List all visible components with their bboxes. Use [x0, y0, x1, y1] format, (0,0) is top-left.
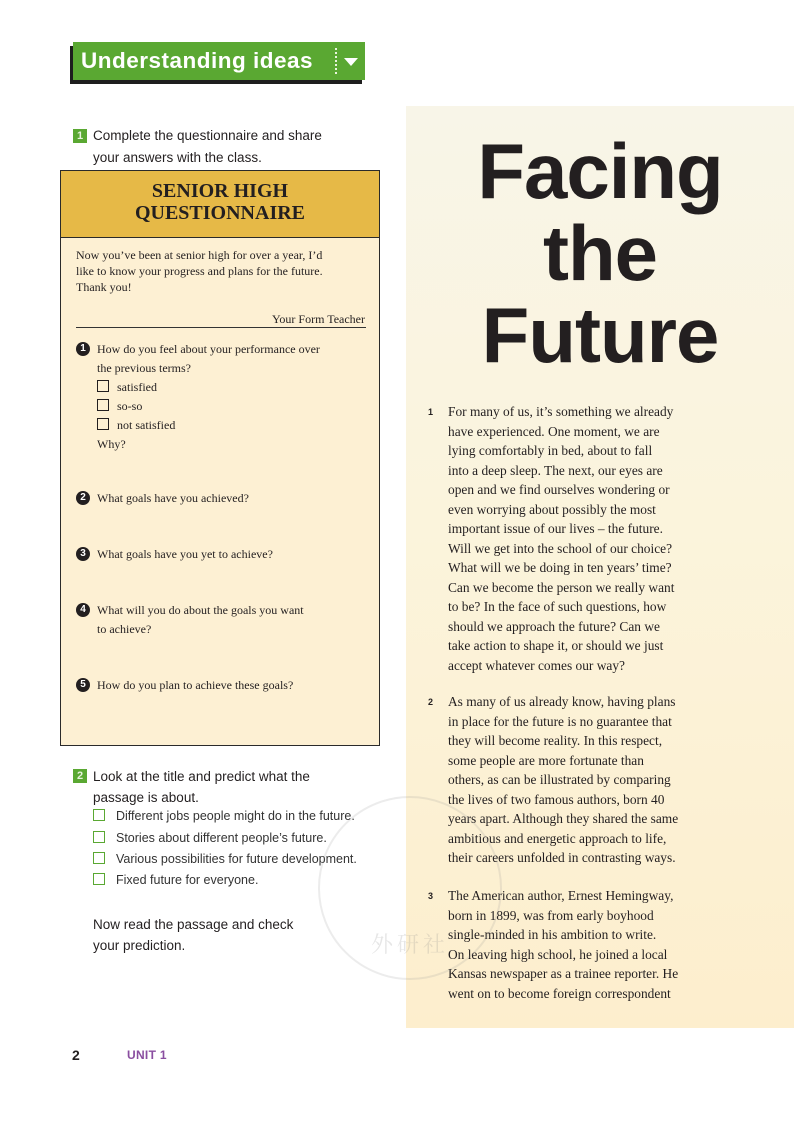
- paragraph-line: For many of us, it’s something we already: [448, 404, 674, 419]
- section-title: Understanding ideas: [81, 48, 314, 73]
- paragraph-number: 2: [428, 697, 434, 707]
- intro-line: like to know your progress and plans for the future.: [76, 264, 323, 278]
- paragraph-line: single-minded in his ambition to write.: [448, 927, 657, 942]
- question-line: What will you do about the goals you want: [97, 603, 304, 617]
- paragraph-line: accept whatever comes our way?: [448, 657, 625, 673]
- question-5: [76, 676, 366, 695]
- paragraph-line: the lives of two famous authors, born 40: [448, 791, 665, 807]
- chevron-down-icon[interactable]: [344, 58, 358, 66]
- checkbox[interactable]: [93, 873, 105, 885]
- paragraph-line: went on to become foreign correspondent: [448, 985, 671, 1001]
- unit-label: UNIT 1: [127, 1048, 167, 1062]
- paragraph-line: have experienced. One moment, we are: [448, 423, 660, 439]
- paragraph-line: born in 1899, was from early boyhood: [448, 907, 654, 923]
- prediction-option-1[interactable]: [93, 809, 355, 823]
- reading-title-line: Facing: [477, 127, 723, 215]
- questionnaire-card: [60, 170, 380, 746]
- paragraph-line: their careers unfolded in contrasting ways.: [448, 850, 676, 865]
- paragraph-line: important issue of our lives – the future.: [448, 521, 663, 536]
- page-number: 2: [72, 1047, 80, 1063]
- paragraph-line: should we approach the future? Can we: [448, 618, 660, 634]
- question-text: How do you plan to achieve these goals?: [97, 678, 294, 692]
- paragraph-line: in place for the future is no guarantee that: [448, 713, 672, 729]
- option-label: satisfied: [117, 380, 157, 394]
- followup-line: your prediction.: [93, 938, 186, 953]
- question-3: [76, 545, 366, 564]
- section-header: [73, 42, 365, 80]
- questionnaire-title-line: SENIOR HIGH: [151, 180, 289, 202]
- paragraph-number: 1: [428, 407, 434, 417]
- paragraph-line: even worrying about possibly the most: [448, 501, 656, 517]
- prediction-option-4[interactable]: [93, 873, 258, 887]
- question-number-badge: 1: [76, 342, 90, 356]
- option-so-so[interactable]: [97, 397, 366, 416]
- question-number-badge: 4: [76, 603, 90, 617]
- paragraph-line: years apart. Although they shared the same: [448, 811, 679, 826]
- activity-1-number-badge: 1: [73, 129, 87, 143]
- prediction-label: Stories about different people’s future.: [116, 831, 327, 845]
- activity-2-followup: [93, 914, 333, 956]
- publisher-watermark: [318, 796, 502, 980]
- signature-rule: [76, 327, 366, 328]
- question-2: [76, 489, 366, 508]
- intro-line: Thank you!: [76, 280, 132, 294]
- prediction-option-2[interactable]: [93, 831, 327, 845]
- question-number-badge: 3: [76, 547, 90, 561]
- question-1: [76, 340, 366, 454]
- reading-title: [406, 127, 794, 379]
- paragraph-1: [448, 402, 713, 675]
- prediction-label: Various possibilities for future development.: [116, 852, 357, 866]
- paragraph-line: lying comfortably in bed, about to fall: [448, 443, 653, 458]
- prediction-label: Different jobs people might do in the future.: [116, 809, 355, 823]
- question-text: What goals have you yet to achieve?: [97, 547, 273, 561]
- activity-2-line: passage is about.: [93, 790, 199, 805]
- paragraph-line: they will become reality. In this respect,: [448, 733, 663, 748]
- question-line: How do you feel about your performance over: [97, 342, 320, 356]
- paragraph-line: others, as can be illustrated by comparing: [448, 772, 671, 787]
- activity-1-instruction: [93, 125, 373, 169]
- checkbox[interactable]: [93, 809, 105, 821]
- intro-line: Now you’ve been at senior high for over a year, I’d: [76, 248, 323, 262]
- option-label: so-so: [117, 399, 143, 413]
- paragraph-number: 3: [428, 891, 434, 901]
- activity-2-line: Look at the title and predict what the: [93, 769, 310, 784]
- reading-title-line: Future: [481, 291, 719, 379]
- option-satisfied[interactable]: [97, 378, 366, 397]
- prediction-option-3[interactable]: [93, 852, 357, 866]
- questionnaire-title-line: QUESTIONNAIRE: [134, 202, 306, 224]
- option-not-satisfied[interactable]: [97, 416, 366, 435]
- paragraph-line: ambitious and energetic approach to life,: [448, 830, 667, 846]
- questionnaire-intro: [76, 247, 366, 295]
- reading-title-line: the: [543, 209, 657, 297]
- paragraph-line: As many of us already know, having plans: [448, 694, 676, 709]
- paragraph-line: Will we get into the school of our choice?: [448, 540, 673, 556]
- questionnaire-signature: Your Form Teacher: [271, 312, 365, 326]
- section-header-divider: [335, 48, 337, 74]
- question-number-badge: 5: [76, 678, 90, 692]
- paragraph-line: Can we become the person we really want: [448, 579, 675, 595]
- paragraph-line: What will we be doing in ten years’ time?: [448, 560, 672, 575]
- activity-2-number-badge: 2: [73, 769, 87, 783]
- paragraph-line: some people are more fortunate than: [448, 752, 644, 768]
- question-line: to achieve?: [97, 622, 152, 636]
- question-line: the previous terms?: [97, 361, 191, 375]
- question-followup: Why?: [97, 437, 126, 451]
- question-text: [97, 340, 366, 378]
- activity-1-line: Complete the questionnaire and share: [93, 128, 322, 143]
- checkbox[interactable]: [93, 831, 105, 843]
- question-text: What goals have you achieved?: [97, 491, 249, 505]
- question-number-badge: 2: [76, 491, 90, 505]
- paragraph-line: The American author, Ernest Hemingway,: [448, 888, 674, 903]
- checkbox[interactable]: [93, 852, 105, 864]
- question-4: [76, 601, 366, 639]
- paragraph-line: Kansas newspaper as a trainee reporter. He: [448, 966, 679, 981]
- watermark-text: 外研社: [370, 932, 449, 957]
- followup-line: Now read the passage and check: [93, 917, 294, 932]
- checkbox[interactable]: [97, 399, 109, 411]
- checkbox[interactable]: [97, 380, 109, 392]
- question-text: [97, 601, 366, 639]
- activity-1-line: your answers with the class.: [93, 150, 262, 165]
- paragraph-line: On leaving high school, he joined a local: [448, 946, 668, 962]
- paragraph-line: take action to shape it, or should we just: [448, 638, 664, 653]
- checkbox[interactable]: [97, 418, 109, 430]
- paragraph-line: into a deep sleep. The next, our eyes are: [448, 462, 663, 478]
- activity-2-instruction: [93, 766, 383, 808]
- option-label: not satisfied: [117, 418, 176, 432]
- paragraph-line: open and we find ourselves wondering or: [448, 482, 670, 497]
- questionnaire-header: [61, 171, 379, 238]
- paragraph-line: to be? In the face of such questions, how: [448, 599, 667, 614]
- prediction-label: Fixed future for everyone.: [116, 873, 259, 887]
